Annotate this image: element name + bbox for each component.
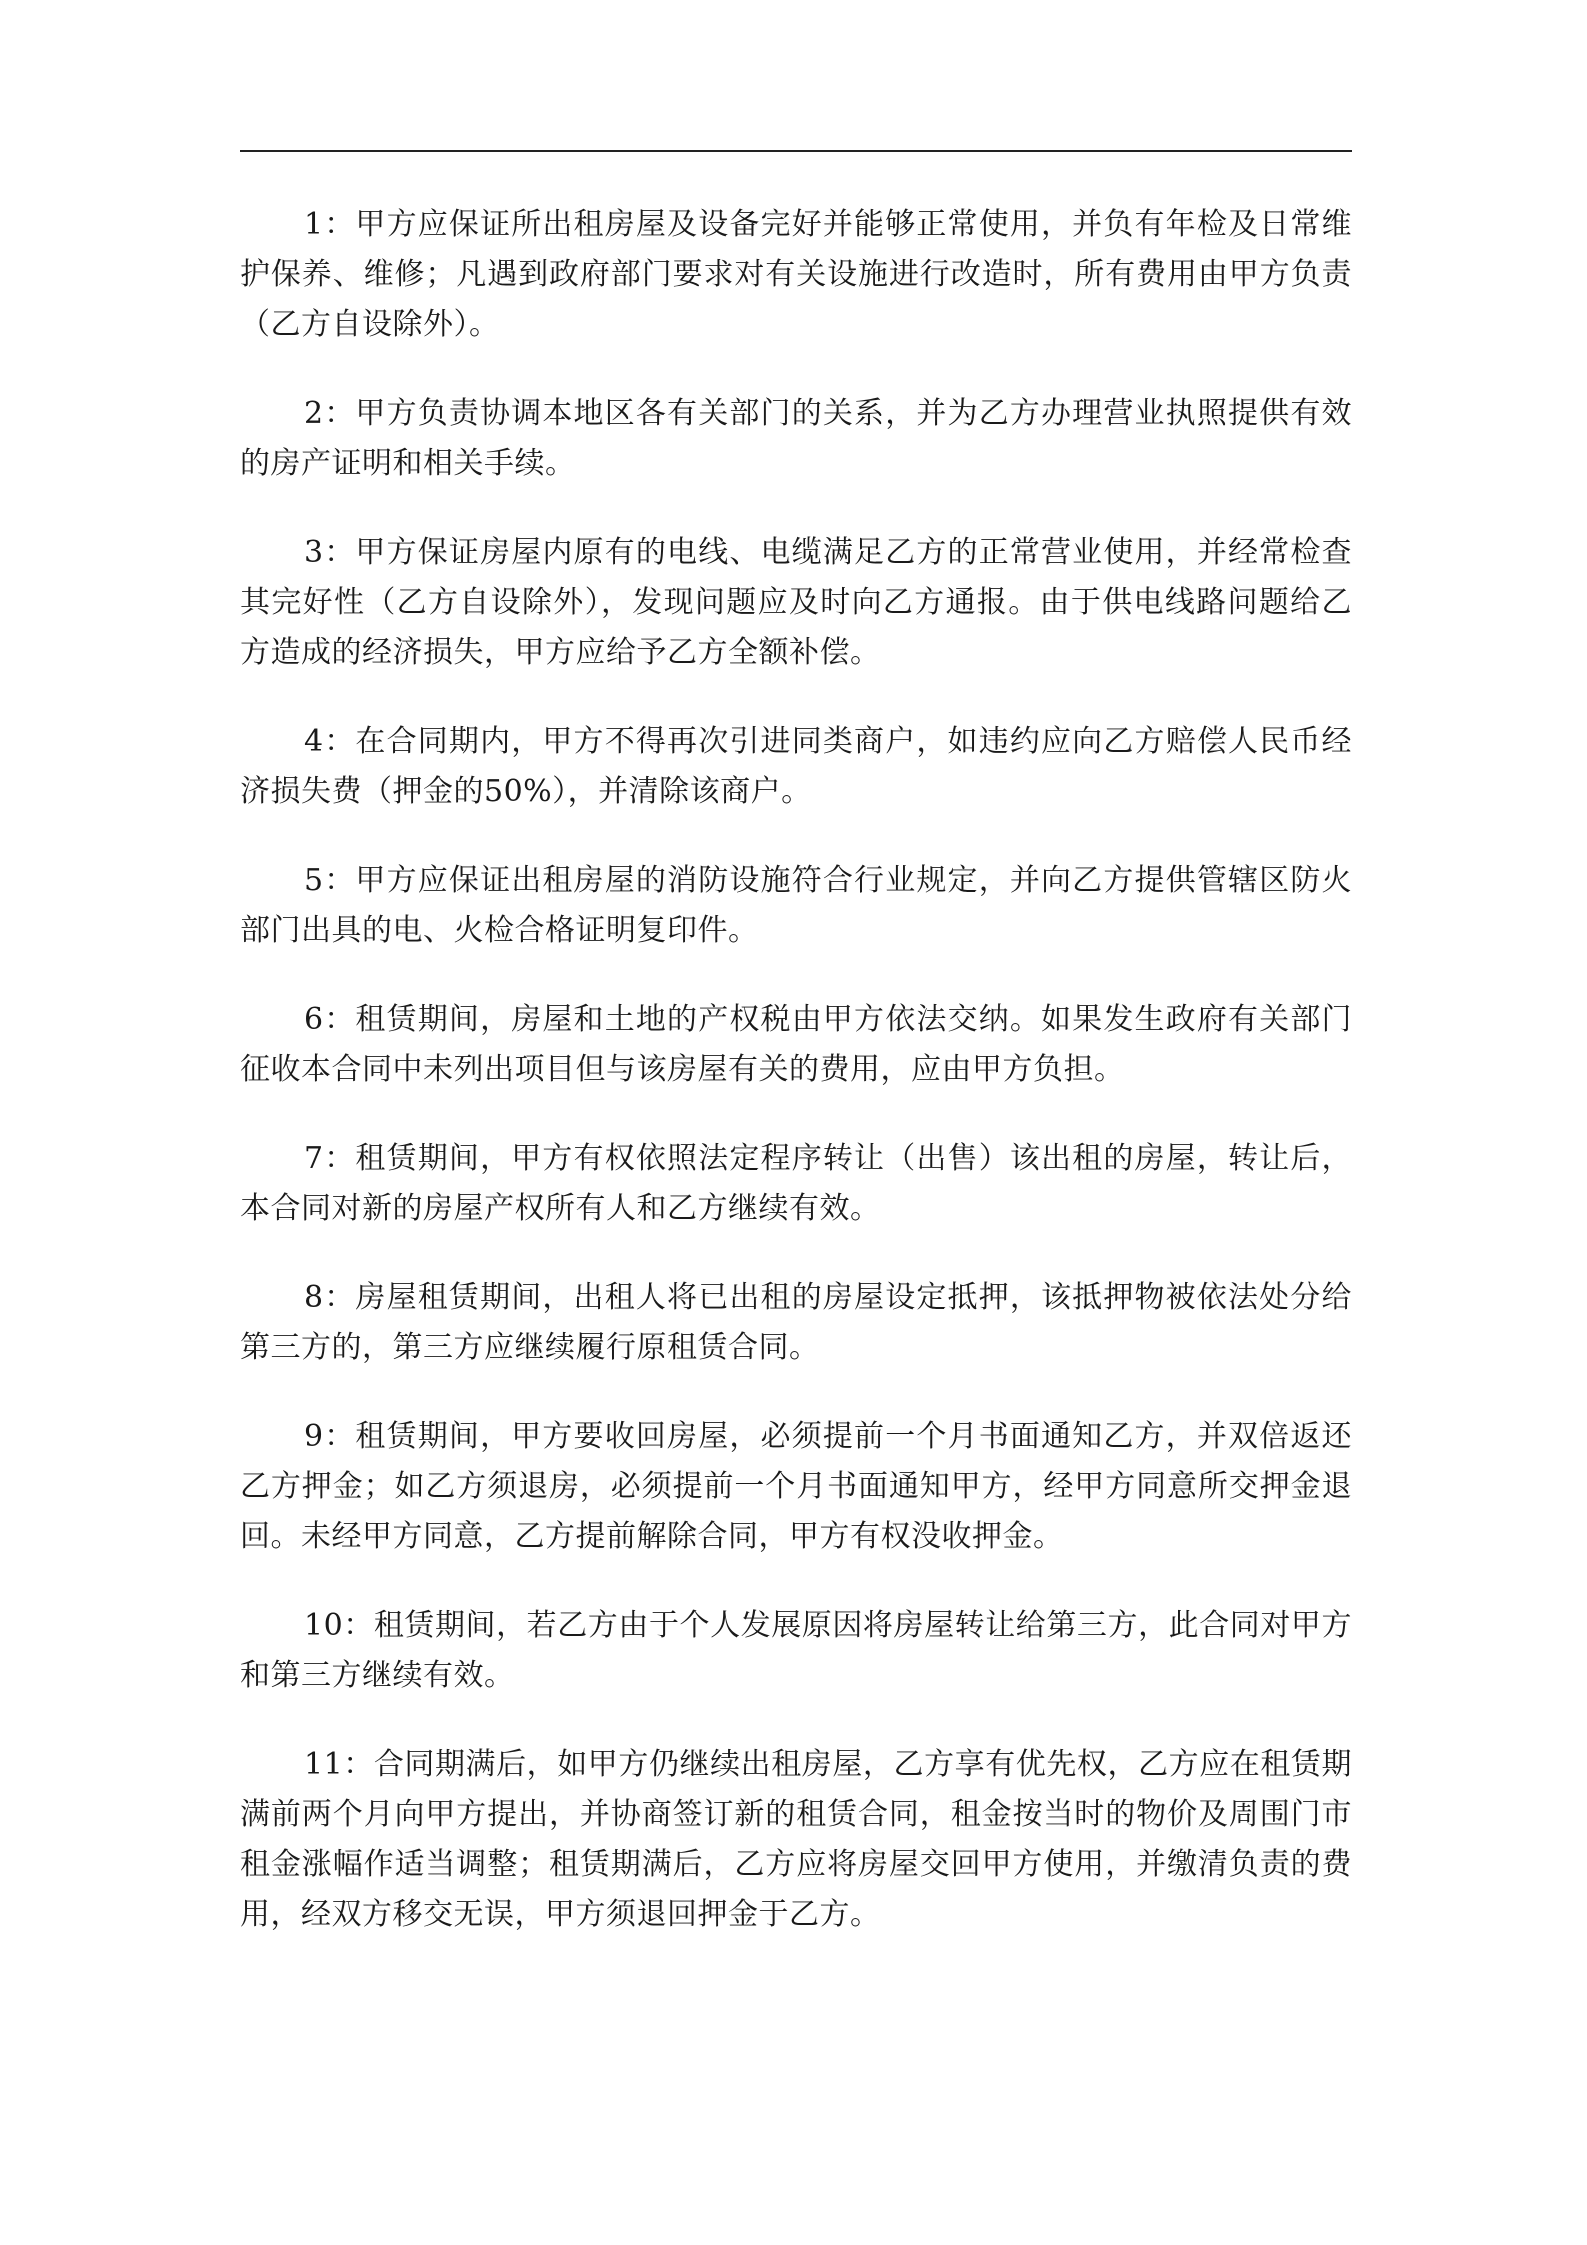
clause-7: 7：租赁期间，甲方有权依照法定程序转让（出售）该出租的房屋，转让后，本合同对新的房屋产权所有人和乙方继续有效。 <box>240 1141 1352 1226</box>
clause-8: 8：房屋租赁期间，出租人将已出租的房屋设定抵押，该抵押物被依法处分给第三方的，第三方应继续履行原租赁合同。 <box>240 1280 1352 1365</box>
clause-6: 6：租赁期间，房屋和土地的产权税由甲方依法交纳。如果发生政府有关部门征收本合同中未列出项目但与该房屋有关的费用，应由甲方负担。 <box>240 1002 1352 1087</box>
clause-9: 9：租赁期间，甲方要收回房屋，必须提前一个月书面通知乙方，并双倍返还乙方押金；如乙方须退房，必须提前一个月书面通知甲方，经甲方同意所交押金退回。未经甲方同意，乙方提前解除合同，甲方有权没收押金。 <box>240 1419 1352 1554</box>
clause-5: 5：甲方应保证出租房屋的消防设施符合行业规定，并向乙方提供管辖区防火部门出具的电、火检合格证明复印件。 <box>240 863 1352 948</box>
clause-1: 1：甲方应保证所出租房屋及设备完好并能够正常使用，并负有年检及日常维护保养、维修；凡遇到政府部门要求对有关设施进行改造时，所有费用由甲方负责（乙方自设除外）。 <box>240 207 1352 342</box>
clause-10: 10：租赁期间，若乙方由于个人发展原因将房屋转让给第三方，此合同对甲方和第三方继续有效。 <box>240 1608 1352 1693</box>
clause-4: 4：在合同期内，甲方不得再次引进同类商户，如违约应向乙方赔偿人民币经济损失费（押金的50%），并清除该商户。 <box>240 724 1352 809</box>
clause-11: 11：合同期满后，如甲方仍继续出租房屋，乙方享有优先权，乙方应在租赁期满前两个月向甲方提出，并协商签订新的租赁合同，租金按当时的物价及周围门市租金涨幅作适当调整；租赁期满后，乙方应将房屋交回甲方使用，并缴清负责的费用，经双方移交无误，甲方须退回押金于乙方。 <box>240 1747 1352 1932</box>
contract-clauses <box>240 200 1352 1979</box>
clause-2: 2：甲方负责协调本地区各有关部门的关系，并为乙方办理营业执照提供有效的房产证明和相关手续。 <box>240 396 1352 481</box>
clause-3: 3：甲方保证房屋内原有的电线、电缆满足乙方的正常营业使用，并经常检查其完好性（乙方自设除外），发现问题应及时向乙方通报。由于供电线路问题给乙方造成的经济损失，甲方应给予乙方全额补偿。 <box>240 535 1352 670</box>
header-rule <box>240 150 1352 152</box>
